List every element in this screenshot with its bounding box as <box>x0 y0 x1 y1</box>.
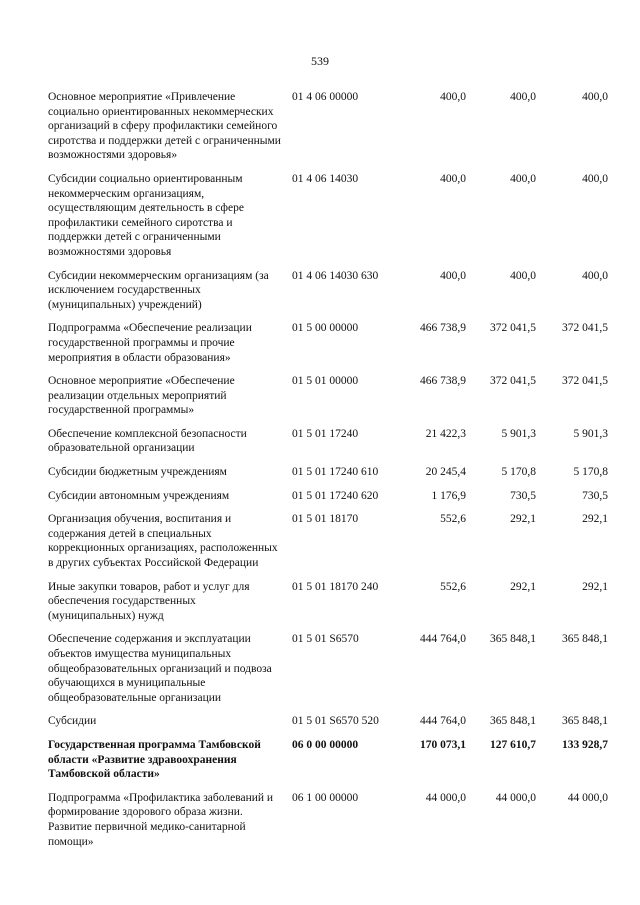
row-value-2: 365 848,1 <box>490 633 536 646</box>
row-name: Обеспечение содержания и эксплуатации объектов имущества муниципальных общеобразовательных организаций и подвоза обучающихся в муниципальные общеобразовательные организации <box>48 633 272 704</box>
row-value-3: 400,0 <box>582 91 608 103</box>
row-value-2: 730,5 <box>510 489 536 502</box>
row-code: 01 4 06 00000 <box>292 91 359 103</box>
row-name: Подпрограмма «Обеспечение реализации государственной программы и прочие мероприятия в области образования» <box>48 322 252 364</box>
budget-table <box>48 90 618 858</box>
row-value-2: 44 000,0 <box>495 791 536 804</box>
table-row-program-total <box>48 738 618 782</box>
row-name: Подпрограмма «Профилактика заболеваний и формирование здорового образа жизни. Развитие первичной медико-санитарной помощи» <box>48 791 274 848</box>
row-name: Субсидии <box>48 715 97 728</box>
row-value-3: 292,1 <box>582 580 608 593</box>
row-value-2: 372 041,5 <box>490 375 536 388</box>
row-value-2: 400,0 <box>510 269 536 282</box>
row-value-2: 5 901,3 <box>501 427 536 440</box>
row-value-1: 400,0 <box>440 91 466 103</box>
row-value-3: 730,5 <box>582 489 608 502</box>
row-value-2: 292,1 <box>510 580 536 593</box>
row-value-1: 444 764,0 <box>420 715 466 728</box>
row-value-3: 372 041,5 <box>562 375 608 388</box>
row-value-3: 365 848,1 <box>562 633 608 646</box>
row-value-1: 552,6 <box>440 580 466 593</box>
row-value-2: 5 170,8 <box>501 466 536 479</box>
table-row <box>48 512 618 570</box>
row-code: 01 4 06 14030 <box>292 172 359 185</box>
row-name: Субсидии социально ориентированным некоммерческим организациям, осуществляющим деятельность в сфере профилактики семейного сиротства и поддержки детей с ограниченными возможностями здоровья <box>48 172 244 258</box>
row-code: 01 5 01 17240 610 <box>292 466 379 479</box>
row-name: Государственная программа Тамбовской области «Развитие здравоохранения Тамбовской области» <box>48 738 261 781</box>
table-row <box>48 374 618 418</box>
row-name: Иные закупки товаров, работ и услуг для обеспечения государственных (муниципальных) нужд <box>48 580 250 622</box>
row-code: 01 5 01 00000 <box>292 375 359 388</box>
row-name: Основное мероприятие «Обеспечение реализации отдельных мероприятий государственной программы» <box>48 375 235 417</box>
row-value-3: 365 848,1 <box>562 715 608 728</box>
row-code: 01 5 01 17240 <box>292 427 359 440</box>
row-code: 01 5 01 17240 620 <box>292 489 379 502</box>
row-code: 01 5 01 18170 240 <box>292 580 379 593</box>
table-row <box>48 90 618 163</box>
row-value-1: 1 176,9 <box>431 489 466 502</box>
row-code: 01 5 01 S6570 <box>292 633 359 646</box>
row-code: 06 1 00 00000 <box>292 791 359 804</box>
row-value-1: 21 422,3 <box>425 427 466 440</box>
row-value-2: 400,0 <box>510 172 536 185</box>
row-name: Основное мероприятие «Привлечение социально ориентированных некоммерческих организаций в сферу профилактики семейного сиротства и поддержки детей с ограниченными возможностями здоровья» <box>48 91 281 162</box>
table-row <box>48 321 618 365</box>
row-value-3: 400,0 <box>582 269 608 282</box>
row-name: Организация обучения, воспитания и содержания детей в специальных коррекционных организациях, расположенных в других субъектах Российской Федерации <box>48 513 278 570</box>
row-value-3: 5 901,3 <box>573 427 608 440</box>
row-value-3: 44 000,0 <box>567 791 608 804</box>
table-row <box>48 714 618 729</box>
row-code: 01 5 00 00000 <box>292 322 359 335</box>
row-value-3: 5 170,8 <box>573 466 608 479</box>
table-row <box>48 465 618 480</box>
page-number: 539 <box>311 54 329 68</box>
row-code: 01 5 01 S6570 520 <box>292 715 379 728</box>
row-value-1: 170 073,1 <box>420 738 466 751</box>
row-value-2: 292,1 <box>510 513 536 526</box>
row-value-3: 372 041,5 <box>562 322 608 335</box>
row-value-2: 372 041,5 <box>490 322 536 335</box>
row-value-1: 552,6 <box>440 513 466 526</box>
row-value-1: 466 738,9 <box>420 375 466 388</box>
table-row <box>48 632 618 705</box>
row-value-2: 365 848,1 <box>490 715 536 728</box>
row-name: Субсидии бюджетным учреждениям <box>48 466 227 479</box>
row-value-1: 400,0 <box>440 172 466 185</box>
row-value-3: 400,0 <box>582 172 608 185</box>
row-value-1: 466 738,9 <box>420 322 466 335</box>
table-row <box>48 269 618 313</box>
row-name: Субсидии некоммерческим организациям (за исключением государственных (муниципальных) учреждений) <box>48 269 269 311</box>
table-row <box>48 580 618 624</box>
row-value-1: 20 245,4 <box>425 466 466 479</box>
row-value-1: 444 764,0 <box>420 633 466 646</box>
table-row <box>48 427 618 456</box>
row-value-3: 133 928,7 <box>562 738 608 751</box>
row-code: 06 0 00 00000 <box>292 738 359 751</box>
table-row <box>48 172 618 260</box>
row-value-3: 292,1 <box>582 513 608 526</box>
row-value-2: 127 610,7 <box>490 738 536 751</box>
row-code: 01 5 01 18170 <box>292 513 359 526</box>
table-row <box>48 791 618 849</box>
row-name: Субсидии автономным учреждениям <box>48 489 230 502</box>
row-name: Обеспечение комплексной безопасности образовательной организации <box>48 427 247 455</box>
row-value-1: 44 000,0 <box>425 791 466 804</box>
table-row <box>48 489 618 504</box>
row-code: 01 4 06 14030 630 <box>292 269 379 282</box>
row-value-1: 400,0 <box>440 269 466 282</box>
row-value-2: 400,0 <box>510 91 536 103</box>
